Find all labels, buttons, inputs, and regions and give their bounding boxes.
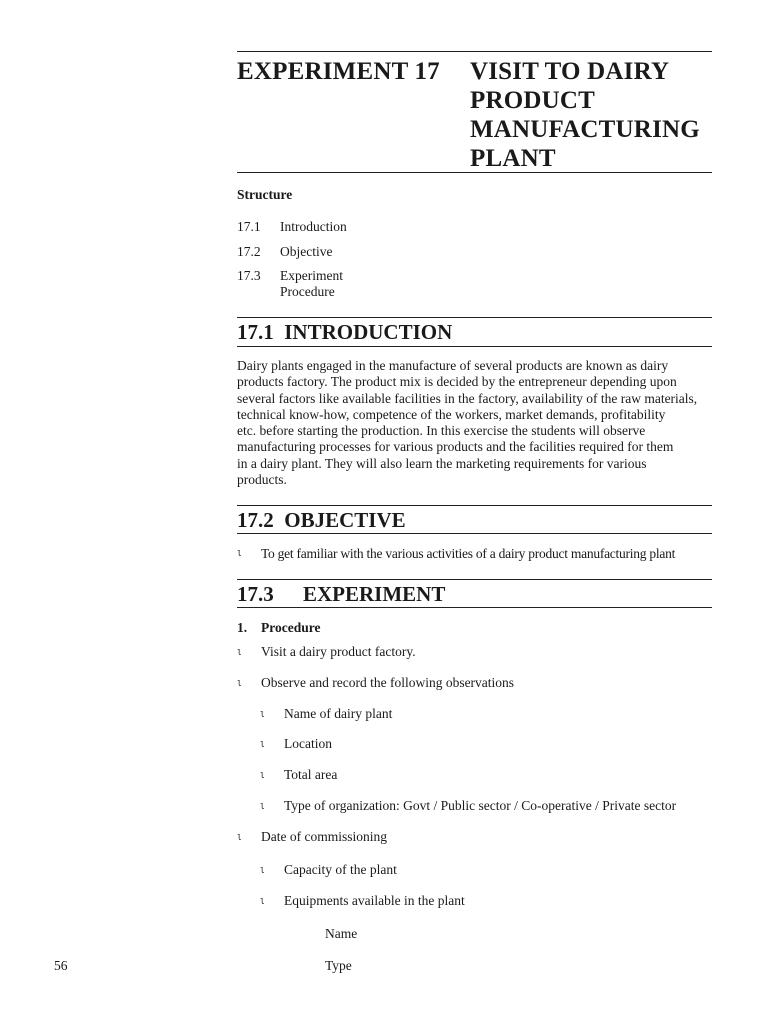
objective-item: To get familiar with the various activities of a dairy product manufacturing plant — [261, 546, 676, 561]
structure-item-label: Introduction — [280, 219, 347, 234]
section-rule — [237, 533, 712, 534]
paragraph-line: products. — [237, 472, 287, 488]
experiment-heading: EXPERIMENT — [303, 582, 446, 606]
procedure-step: Observe and record the following observations — [261, 675, 515, 690]
objective-heading: 17.2 OBJECTIVE — [237, 508, 406, 532]
structure-item-num: 17.3 — [237, 268, 261, 283]
bullet-icon: l — [260, 866, 265, 875]
title-line: PRODUCT — [470, 87, 596, 114]
page-number: 56 — [54, 958, 68, 973]
bullet-icon: l — [237, 648, 242, 657]
observation-item: Equipments available in the plant — [284, 893, 465, 908]
observation-item: Total area — [284, 767, 338, 782]
structure-heading: Structure — [237, 187, 293, 202]
paragraph-line: manufacturing processes for various products and the facilities required for them — [237, 439, 674, 455]
paragraph-line: etc. before starting the production. In this exercise the students will observe — [237, 423, 646, 439]
bullet-icon: l — [260, 897, 265, 906]
section-rule — [237, 317, 712, 318]
observation-item: Capacity of the plant — [284, 862, 397, 877]
structure-item-label: Experiment — [280, 268, 343, 283]
equipment-field: Name — [325, 926, 358, 941]
bullet-icon: l — [260, 802, 265, 811]
observation-item: Name of dairy plant — [284, 706, 393, 721]
paragraph-line: products factory. The product mix is decided by the entrepreneur depending upon — [237, 374, 677, 390]
bullet-icon: l — [237, 549, 242, 558]
structure-item-label: Procedure — [280, 284, 335, 299]
procedure-number: 1. — [237, 620, 248, 635]
section-rule — [237, 346, 712, 347]
paragraph-line: technical know-how, competence of the workers, market demands, profitability — [237, 406, 666, 422]
header-bottom-rule — [237, 172, 712, 173]
observation-item: Location — [284, 736, 332, 751]
introduction-paragraph — [237, 358, 713, 488]
header-top-rule — [237, 51, 712, 52]
bullet-icon: l — [260, 740, 265, 749]
structure-item-num: 17.2 — [237, 244, 261, 259]
procedure-step: Visit a dairy product factory. — [261, 644, 416, 659]
procedure-heading: Procedure — [261, 620, 321, 635]
bullet-icon: l — [237, 679, 242, 688]
bullet-icon: l — [260, 710, 265, 719]
introduction-heading: 17.1 INTRODUCTION — [237, 320, 453, 344]
section-rule — [237, 579, 712, 580]
experiment-label: EXPERIMENT 17 — [237, 58, 440, 85]
paragraph-line: in a dairy plant. They will also learn the marketing requirements for various — [237, 455, 647, 471]
bullet-icon: l — [260, 771, 265, 780]
equipment-field: Type — [325, 958, 352, 973]
paragraph-line: Dairy plants engaged in the manufacture of several products are known as dairy — [237, 358, 669, 373]
paragraph-line: several factors like available facilities in the factory, availability of the raw materials, — [237, 390, 698, 406]
title-line: PLANT — [470, 145, 556, 172]
structure-item-label: Objective — [280, 244, 333, 259]
section-rule — [237, 607, 712, 608]
experiment-heading-number: 17.3 — [237, 582, 274, 606]
title-line: MANUFACTURING — [470, 116, 700, 143]
title-line: VISIT TO DAIRY — [470, 58, 670, 85]
experiment-title — [470, 57, 700, 173]
section-rule — [237, 505, 712, 506]
observation-item: Type of organization: Govt / Public sector / Co-operative / Private sector — [284, 798, 677, 813]
procedure-step: Date of commissioning — [261, 829, 387, 844]
bullet-icon: l — [237, 833, 242, 842]
structure-item-num: 17.1 — [237, 219, 261, 234]
